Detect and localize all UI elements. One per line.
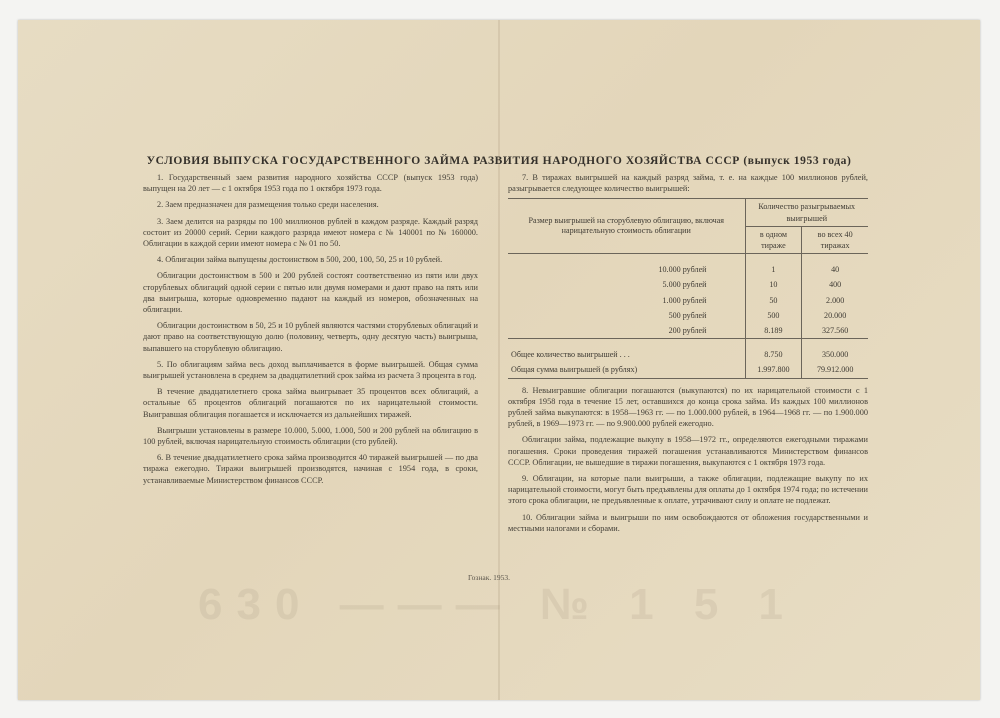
prize-size: 1.000 рублей [662, 295, 707, 305]
clause-9: 9. Облигации, на которые пали выигрыши, а также облигации, подлежащие выкупу по их нарицательной стоимости, могут быть предъявлены для оплаты до 1 октября 1974 года; по истечении этого срока облигации, не предъявленные к оплате, утрачивают силу и оплате не подлежат. [508, 474, 868, 506]
total-count-one: 8.750 [745, 347, 802, 362]
clause-10: 10. Облигации займа и выигрыши по ним освобождаются от обложения государственными и местными налогами и сборами. [508, 512, 868, 533]
clause-5-para-2: В течение двадцатилетнего срока займа выигрывает 35 процентов всех облигаций, а остальные 65 процентов облигаций погашаются по их нарицательной стоимости. Выигравшая облигация погашается и исключается из дальнейших тиражей. [143, 387, 478, 419]
table-total-row [508, 347, 868, 362]
total-count-all: 350.000 [802, 347, 868, 362]
prize-count-all: 327.560 [802, 323, 868, 339]
prize-count-one: 1 [745, 262, 802, 277]
clause-6: 6. В течение двадцатилетнего срока займа производится 40 тиражей выигрышей — по два тиража ежегодно. Тиражи выигрышей производятся, начиная с 1954 года, в сроки, устанавливаемые Министерством финансов СССР. [143, 453, 478, 485]
clause-8: 8. Невыигравшие облигации погашаются (выкупаются) по их нарицательной стоимости с 1 октября 1958 года в течение 15 лет, оставшихся до конца срока займа. Из каждых 100 миллионов рублей займа выкупаются: в 1958—1963 гг. — по 1.000.000 рублей, в 1964—1968 гг. — по 1.900.000 рублей, в 1969—1973 гг. — по 9.900.000 рублей ежегодно. [508, 385, 868, 429]
prize-size: 500 рублей [668, 310, 707, 320]
clause-2: 2. Заем предназначен для размещения только среди населения. [157, 200, 379, 210]
prize-count-one: 50 [745, 293, 802, 308]
table-spacer-row [508, 254, 868, 263]
prize-count-all: 20.000 [802, 308, 868, 323]
prize-size: 5.000 рублей [662, 280, 707, 290]
printer-mark: Гознак. 1953. [468, 573, 511, 582]
table-row [508, 277, 868, 292]
prize-count-all: 400 [802, 277, 868, 292]
total-sum-one: 1.997.800 [745, 362, 802, 378]
clause-8-para-2: Облигации займа, подлежащие выкупу в 1958—1972 гг., определяются ежегодными тиражами погашения. Сроки проведения тиражей погашения устанавливаются Министерством финансов СССР. Облигации, не вышедшие в тиражи погашения, выкупаются с 1 октября 1973 года. [508, 435, 868, 467]
document-title: УСЛОВИЯ ВЫПУСКА ГОСУДАРСТВЕННОГО ЗАЙМА РАЗВИТИЯ НАРОДНОГО ХОЗЯЙСТВА СССР (выпуск 1953 года) [146, 155, 852, 167]
clause-3: 3. Заем делится на разряды по 100 миллионов рублей в каждом разряде. Каждый разряд состоит из 20000 серий. Серии каждого разряда имеют номера с № 140001 по № 160000. Облигации в каждой серии имеют номера с № 01 по 50. [143, 216, 478, 249]
total-sum-label: Общая сумма выигрышей (в рублях) [511, 365, 638, 375]
left-column [143, 172, 478, 491]
clause-4-para-2: Облигации достоинством в 500 и 200 рублей состоят соответственно из пяти или двух сторублевых облигаций одной серии с пятью или двумя номерами и дают право на пять или два выигрыша, которые одновременно падают на каждый из номеров, обозначенных на облигации. [143, 271, 478, 315]
clause-5-para-3: Выигрыши установлены в размере 10.000, 5.000, 1.000, 500 и 200 рублей на облигацию в 100 рублей, включая нарицательную стоимость облигации (сто рублей). [143, 425, 478, 447]
bond-back-sheet [18, 20, 980, 700]
clause-1: 1. Государственный заем развития народного хозяйства СССР (выпуск 1953 года) выпущен на 20 лет — с 1 октября 1953 года по 1 октября 1973 года. [143, 173, 478, 194]
table-header-all-draws: во всех 40 тиражах [802, 226, 868, 253]
prize-count-one: 8.189 [745, 323, 802, 339]
clause-4: 4. Облигации займа выпущены достоинством в 500, 200, 100, 50, 25 и 10 рублей. [157, 255, 443, 265]
clause-4-para-3: Облигации достоинством в 50, 25 и 10 рублей являются частями сторублевых облигаций и дают право на соответствующую долю (половину, четверть, одну десятую часть) выигрыша, выпавшего на сторублевую облигацию. [143, 321, 478, 353]
table-spacer-row [508, 339, 868, 348]
watermark-print-through: 630 ——— № 1 5 1 [198, 580, 797, 629]
prize-count-one: 500 [745, 308, 802, 323]
table-row [508, 262, 868, 277]
clause-5: 5. По облигациям займа весь доход выплачивается в форме выигрышей. Общая сумма выигрышей установлена в среднем за двадцатилетний срок займа из расчета 3 процента в год. [143, 359, 478, 381]
table-total-row [508, 362, 868, 378]
prize-size: 200 рублей [668, 326, 707, 336]
clause-7: 7. В тиражах выигрышей на каждый разряд займа, т. е. на каждые 100 миллионов рублей, разыгрывается следующее количество выигрышей: [508, 173, 868, 194]
prize-count-all: 40 [802, 262, 868, 277]
table-header-size: Размер выигрышей на сторублевую облигацию, включая нарицательную стоимость облигации [508, 199, 745, 254]
total-sum-all: 79.912.000 [802, 362, 868, 378]
table-row [508, 323, 868, 339]
prize-count-all: 2.000 [802, 293, 868, 308]
table-row [508, 293, 868, 308]
prize-size: 10.000 рублей [658, 265, 707, 275]
table-header-group: Количество разыгрываемых выигрышей [745, 199, 868, 226]
total-count-label: Общее количество выигрышей . . . [511, 350, 630, 360]
prize-count-one: 10 [745, 277, 802, 292]
prize-table [508, 198, 868, 378]
table-row [508, 308, 868, 323]
table-header-one-draw: в одном тираже [745, 226, 802, 253]
right-column [508, 172, 868, 539]
